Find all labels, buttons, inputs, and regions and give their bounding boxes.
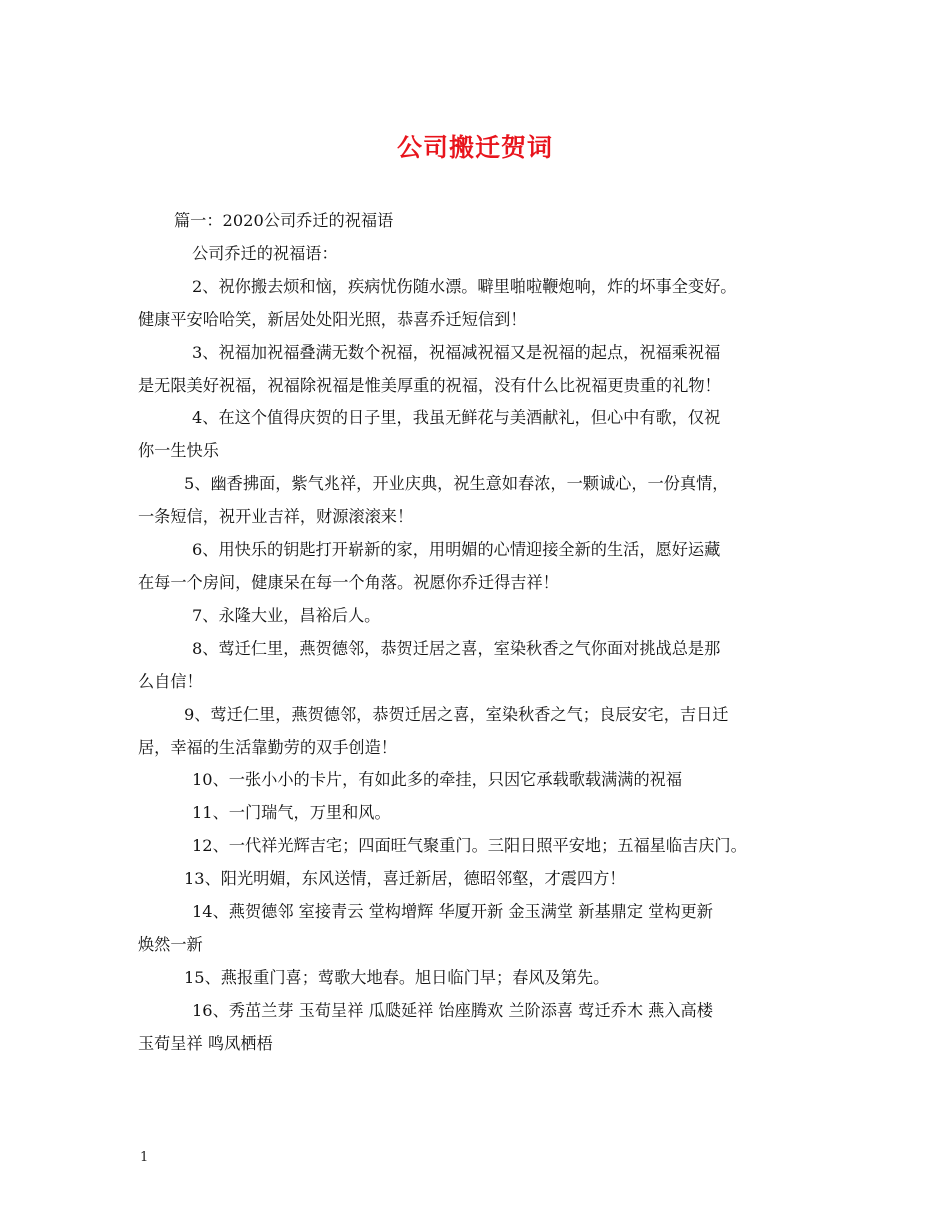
text-line: 么自信！ [138, 671, 203, 691]
text-line: 10、一张小小的卡片，有如此多的牵挂，只因它承载歌载满满的祝福 [192, 770, 683, 790]
text-line: 9、莺迁仁里，燕贺德邻，恭贺迁居之喜，室染秋香之气；良辰安宅，吉日迁 [184, 704, 729, 724]
text-line: 15、燕报重门喜；莺歌大地春。旭日临门早；春风及第先。 [184, 967, 610, 987]
text-line: 12、一代祥光辉吉宅；四面旺气聚重门。三阳日照平安地；五福星临吉庆门。 [192, 836, 747, 856]
page-title: 公司搬迁贺词 [396, 133, 553, 162]
text-line: 一条短信，祝开业吉祥，财源滚滚来！ [138, 507, 414, 527]
text-line: 你一生快乐 [138, 441, 219, 461]
text-line: 焕然一新 [138, 934, 203, 954]
text-line: 2、祝你搬去烦和恼，疾病忧伤随水漂。噼里啪啦鞭炮响，炸的坏事全变好。 [192, 276, 737, 296]
text-line: 居，幸福的生活靠勤劳的双手创造！ [138, 737, 397, 757]
text-line: 3、祝福加祝福叠满无数个祝福，祝福减祝福又是祝福的起点，祝福乘祝福 [192, 342, 721, 362]
text-line: 8、莺迁仁里，燕贺德邻，恭贺迁居之喜，室染秋香之气你面对挑战总是那 [192, 638, 721, 658]
text-line: 公司乔迁的祝福语： [192, 243, 338, 263]
text-line: 13、阳光明媚，东风送情，喜迁新居，德昭邻壑，才震四方！ [184, 869, 626, 889]
text-line: 篇一：2020公司乔迁的祝福语 [174, 211, 394, 230]
text-line: 6、用快乐的钥匙打开崭新的家，用明媚的心情迎接全新的生活，愿好运藏 [192, 540, 721, 560]
page-number: 1 [140, 1150, 149, 1165]
text-line: 16、秀茁兰芽 玉荀呈祥 瓜瓞延祥 饴座腾欢 兰阶添喜 莺迁乔木 燕入高楼 [192, 1000, 713, 1020]
text-line: 4、在这个值得庆贺的日子里，我虽无鲜花与美酒献礼，但心中有歌，仅祝 [192, 408, 721, 428]
text-line: 玉荀呈祥 鸣凤栖梧 [138, 1033, 273, 1053]
text-line: 7、永隆大业，昌裕后人。 [192, 605, 381, 625]
text-line: 在每一个房间，健康呆在每一个角落。祝愿你乔迁得吉祥！ [138, 572, 559, 592]
text-line: 健康平安哈哈笑，新居处处阳光照，恭喜乔迁短信到！ [138, 309, 527, 329]
text-line: 5、幽香拂面，紫气兆祥，开业庆典，祝生意如春浓，一颗诚心，一份真情， [184, 474, 729, 494]
text-line: 是无限美好祝福，祝福除祝福是惟美厚重的祝福，没有什么比祝福更贵重的礼物！ [138, 375, 721, 395]
text-line: 14、燕贺德邻 室接青云 堂构增辉 华厦开新 金玉满堂 新基鼎定 堂构更新 [192, 902, 713, 922]
document-body [138, 205, 818, 1061]
text-line: 11、一门瑞气，万里和风。 [192, 803, 391, 823]
